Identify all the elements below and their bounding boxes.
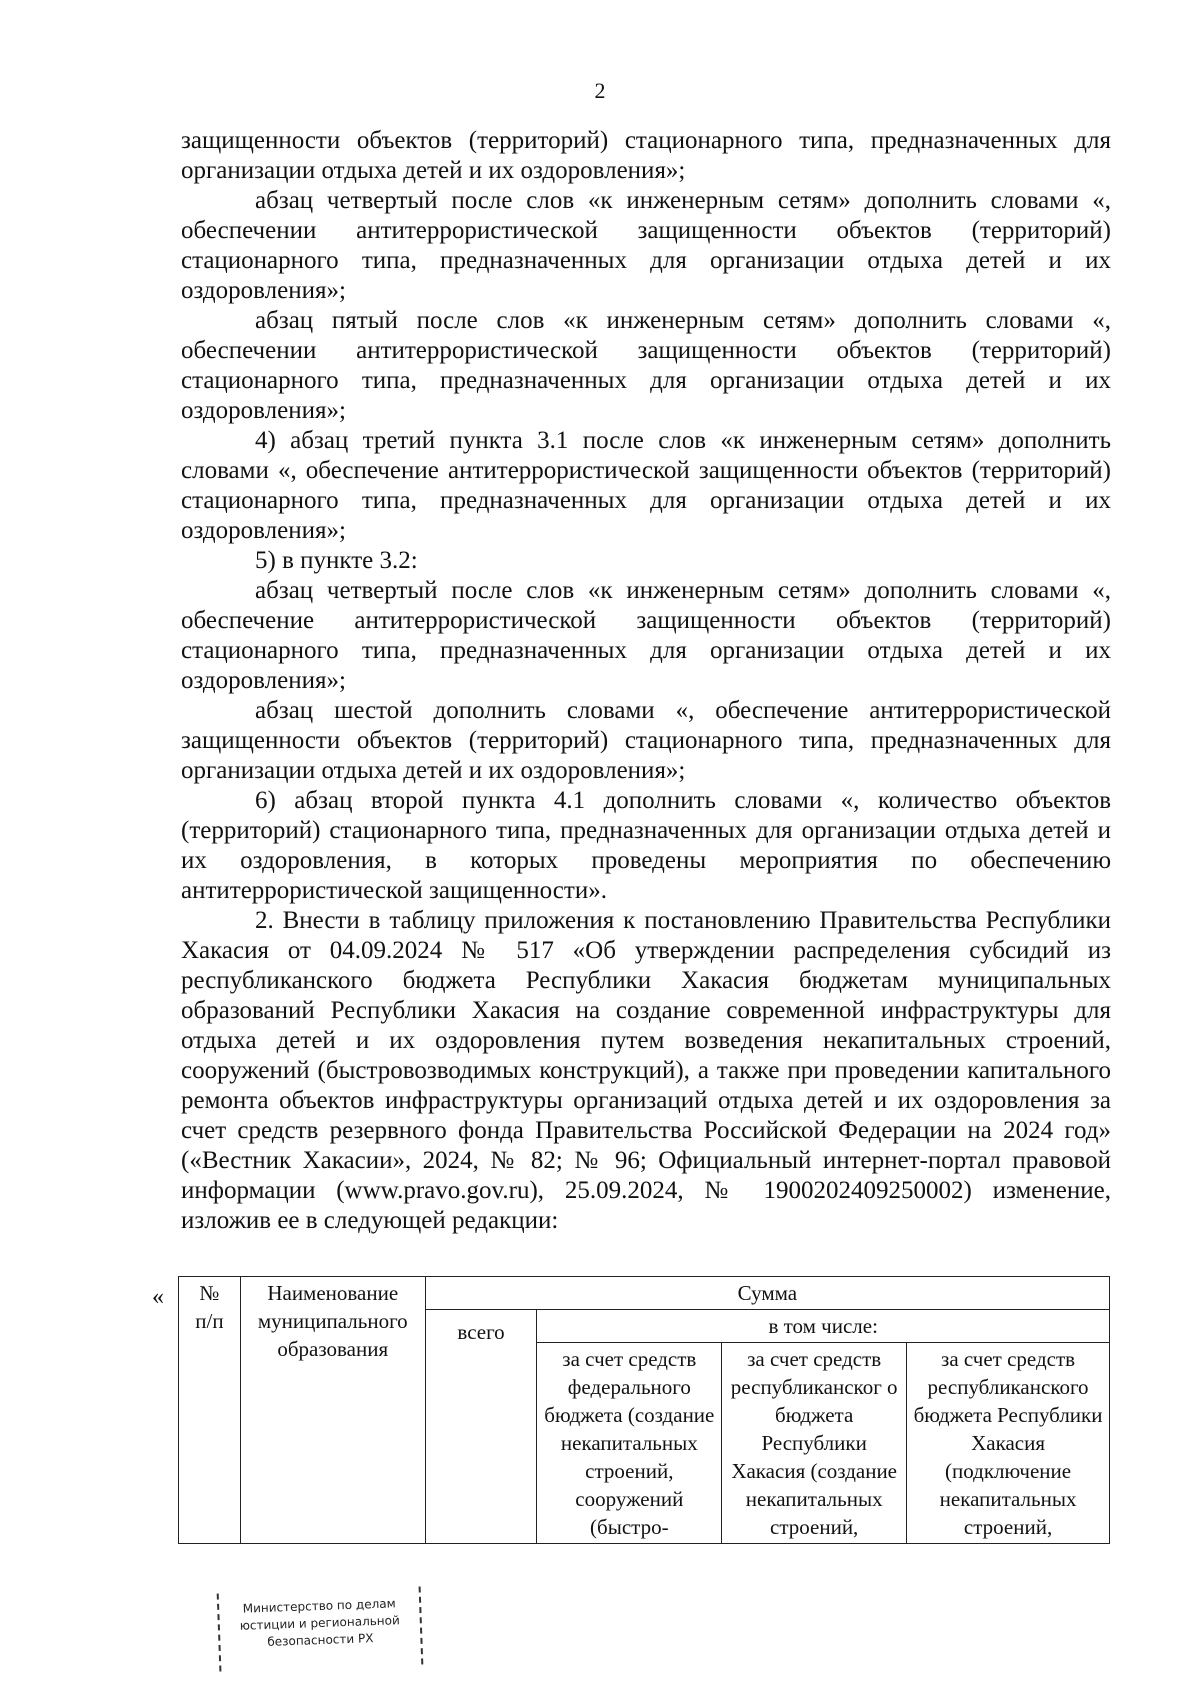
paragraph: абзац четвертый после слов «к инженерным сетям» дополнить словами «, обеспечении антитеррористической защищенности объектов (территорий) стационарного типа, предназначенных для организации отдыха детей и их оздоровления»; — [181, 187, 1111, 304]
paragraph: 5) в пункте 3.2: — [255, 547, 418, 574]
header-federal-budget: за счет средств федерального бюджета (создание некапитальных строений, сооружений (быстро- — [537, 1343, 722, 1544]
paragraph: абзац пятый после слов «к инженерным сетям» дополнить словами «, обеспечении антитеррористической защищенности объектов (территорий) стационарного типа, предназначенных для организации отдыха детей и их оздоровления»; — [181, 307, 1111, 424]
appendix-table — [178, 1276, 1110, 1544]
stamp-line: юстиции и региональной — [239, 1613, 401, 1633]
header-sum: Сумма — [425, 1277, 1109, 1310]
header-including: в том числе: — [537, 1310, 1110, 1343]
page-number: 2 — [594, 78, 606, 103]
paragraph: абзац шестой дополнить словами «, обеспечение антитеррористической защищенности объектов (территорий) стационарного типа, предназначенных для организации отдыха детей и их оздоровления»; — [181, 697, 1111, 784]
paragraph: абзац четвертый после слов «к инженерным сетям» дополнить словами «, обеспечение антитеррористической защищенности объектов (территорий) стационарного типа, предназначенных для организации отдыха детей и их оздоровления»; — [181, 577, 1111, 694]
header-number: № п/п — [179, 1277, 241, 1544]
table-header-row — [179, 1277, 1110, 1310]
paragraph: 2. Внести в таблицу приложения к постановлению Правительства Республики Хакасия от 04.09.2024 № 517 «Об утверждении распределения субсидий из республиканского бюджета Республики Хакасия бюджетам муниципальных образований Республики Хакасия на создание современной инфраструктуры для отдыха детей и их оздоровления путем возведения некапитальных строений, сооружений (быстровозводимых конструкций), а также при проведении капитального ремонта объектов инфраструктуры организаций отдыха детей и их оздоровления за счет средств резервного фонда Правительства Российской Федерации на 2024 год» («Вестник Хакасии», 2024, № 82; № 96; Официальный интернет-портал правовой информации (www.pravo.gov.ru), 25.09.2024, № 1900202409250002) изменение, изложив ее в следующей редакции: — [181, 907, 1111, 1234]
header-republic-budget-create: за счет средств республиканског о бюджета Республики Хакасия (создание некапитальных строений, — [722, 1343, 907, 1544]
stamp-line: безопасности РХ — [267, 1631, 374, 1649]
paragraph: 4) абзац третий пункта 3.1 после слов «к инженерным сетям» дополнить словами «, обеспечение антитеррористической защищенности объектов (территорий) стационарного типа, предназначенных для организации отдыха детей и их оздоровления»; — [181, 427, 1111, 544]
header-republic-budget-connect: за счет средств республиканского бюджета Республики Хакасия (подключение некапитальных строений, — [907, 1343, 1110, 1544]
document-body — [181, 126, 1111, 1236]
header-municipality: Наименование муниципального образования — [240, 1277, 425, 1544]
paragraph: 6) абзац второй пункта 4.1 дополнить словами «, количество объектов (территорий) стационарного типа, предназначенных для организации отдыха детей и их оздоровления, в которых проведены мероприятия по обеспечению антитеррористической защищенности». — [181, 787, 1111, 904]
registration-stamp — [217, 1586, 424, 1671]
header-total: всего — [425, 1310, 537, 1544]
stamp-line: Министерство по делам — [242, 1596, 396, 1616]
paragraph: защищенности объектов (территорий) стационарного типа, предназначенных для организации отдыха детей и их оздоровления»; — [181, 127, 1111, 184]
table-open-quote: « — [152, 1284, 164, 1310]
